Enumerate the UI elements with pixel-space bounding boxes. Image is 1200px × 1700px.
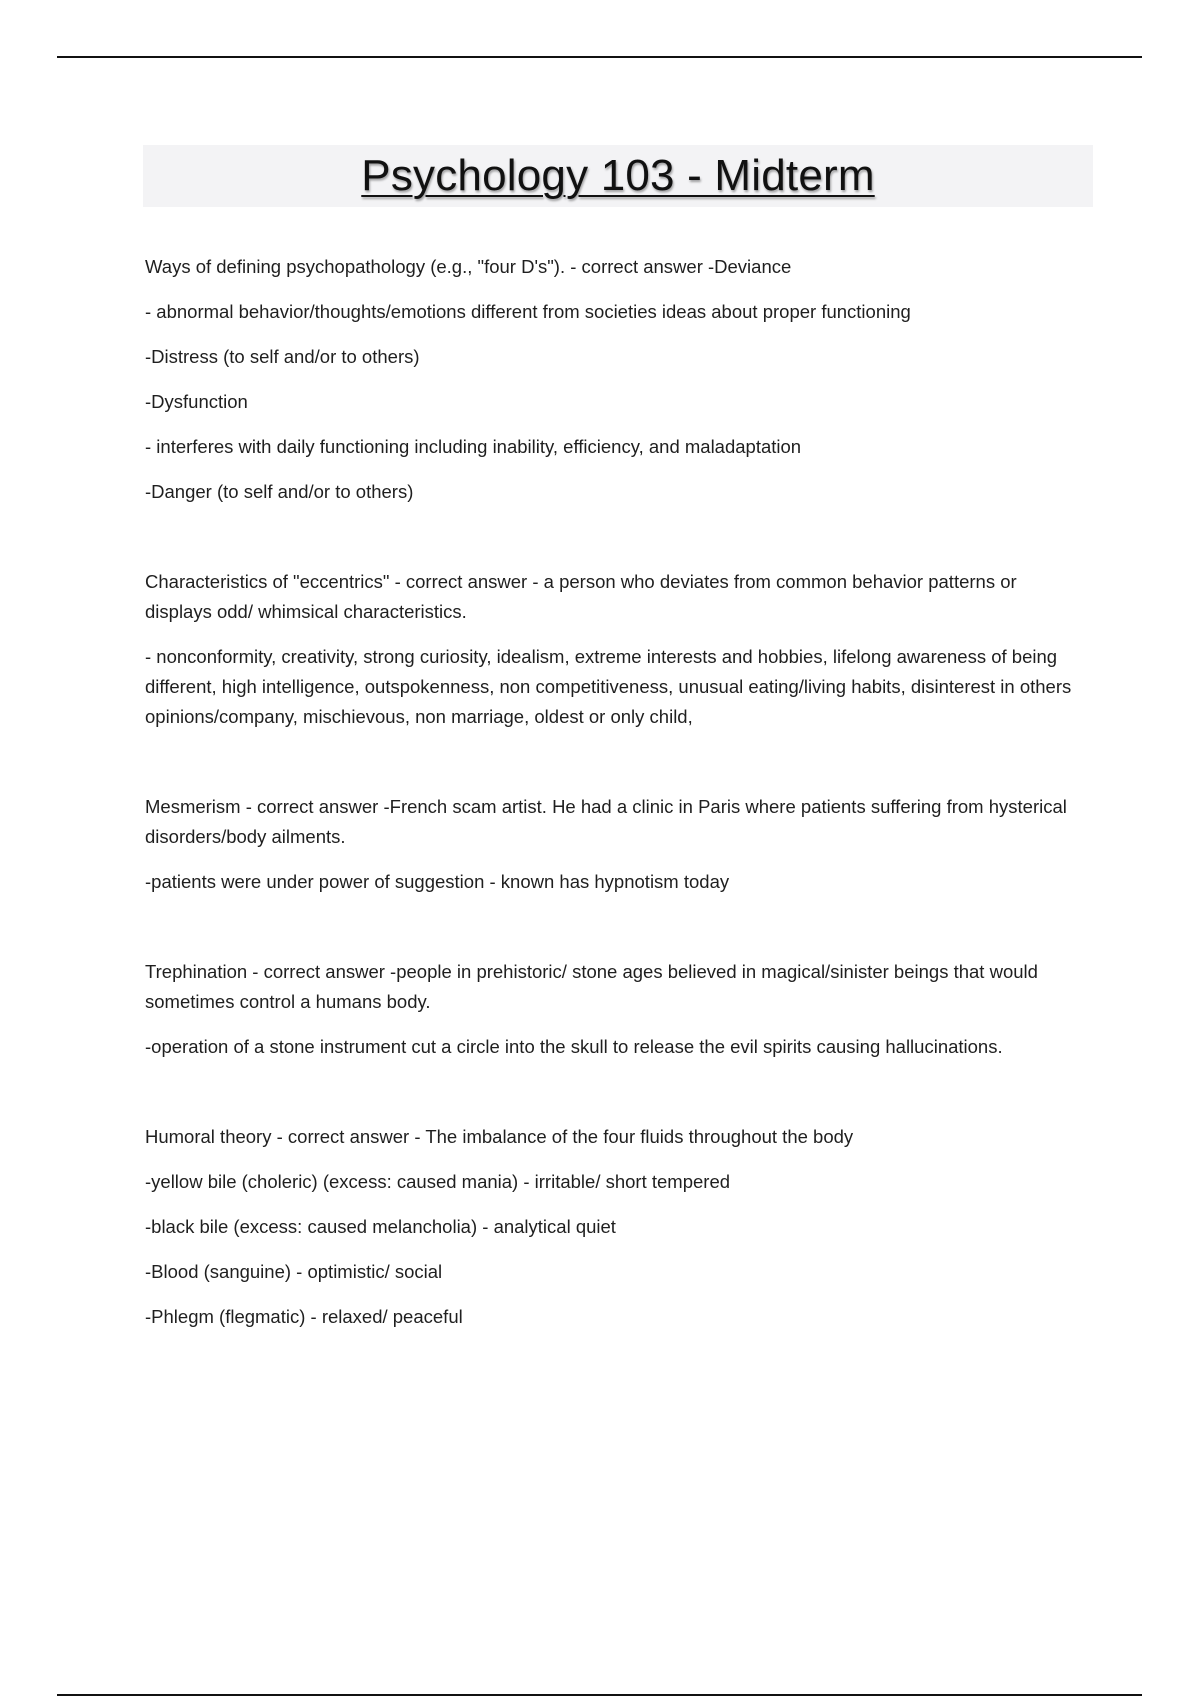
entry-humoral-theory: [145, 1122, 1085, 1332]
top-rule: [57, 56, 1142, 58]
entry-line: -Phlegm (flegmatic) - relaxed/ peaceful: [145, 1306, 463, 1327]
entry-line: -patients were under power of suggestion - known has hypnotism today: [145, 871, 730, 892]
entry-four-ds: [145, 252, 1085, 507]
entry-line: -yellow bile (choleric) (excess: caused mania) - irritable/ short tempered: [145, 1171, 731, 1192]
entry-question: Characteristics of "eccentrics" - correct answer - a person who deviates from common behavior patterns or displays odd/ whimsical characteristics.: [145, 571, 1017, 622]
title-banner: [143, 145, 1093, 207]
entry-question: Trephination - correct answer -people in prehistoric/ stone ages believed in magical/sinister beings that would sometimes control a humans body.: [145, 961, 1038, 1012]
entry-line: - interferes with daily functioning including inability, efficiency, and maladaptation: [145, 436, 802, 457]
entry-line: -Dysfunction: [145, 391, 248, 412]
bottom-rule: [57, 1694, 1142, 1696]
entry-line: - nonconformity, creativity, strong curiosity, idealism, extreme interests and hobbies, lifelong awareness of being different, high intelligence, outspokenness, non competitiveness, unusual eating/living habits, disinterest in others opinions/company, mischievous, non marriage, oldest or only child,: [145, 646, 1072, 727]
entry-line: -Distress (to self and/or to others): [145, 346, 420, 367]
entry-question: Mesmerism - correct answer -French scam artist. He had a clinic in Paris where patients suffering from hysterical disorders/body ailments.: [145, 796, 1067, 847]
entry-line: -operation of a stone instrument cut a circle into the skull to release the evil spirits causing hallucinations.: [145, 1036, 1003, 1057]
entry-line: -Blood (sanguine) - optimistic/ social: [145, 1261, 443, 1282]
entry-question: Ways of defining psychopathology (e.g., "four D's"). - correct answer -Deviance: [145, 256, 792, 277]
entry-line: - abnormal behavior/thoughts/emotions different from societies ideas about proper functioning: [145, 301, 911, 322]
entry-question: Humoral theory - correct answer - The imbalance of the four fluids throughout the body: [145, 1126, 854, 1147]
entry-line: -Danger (to self and/or to others): [145, 481, 414, 502]
entry-line: -black bile (excess: caused melancholia) - analytical quiet: [145, 1216, 616, 1237]
entry-mesmerism: [145, 792, 1085, 897]
entry-trephination: [145, 957, 1085, 1062]
document-body: [145, 252, 1085, 1332]
document-title: Psychology 103 - Midterm: [361, 151, 875, 200]
entry-eccentrics: [145, 567, 1085, 732]
